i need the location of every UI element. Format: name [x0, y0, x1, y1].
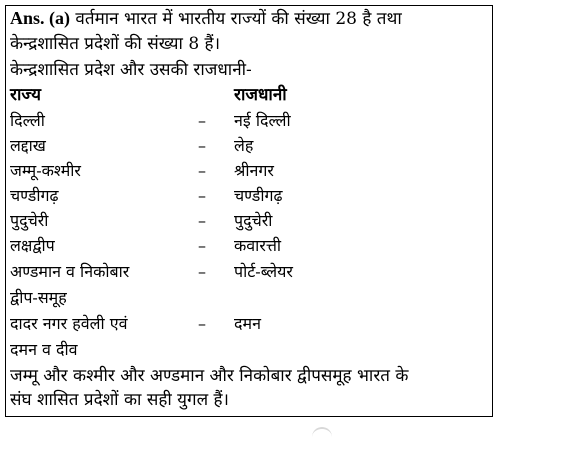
- row-dash: –: [198, 186, 206, 205]
- capital-name: दमन: [234, 314, 261, 333]
- state-name-continuation: द्वीप-समूह: [10, 288, 67, 307]
- row-dash: –: [198, 236, 206, 255]
- answer-text-1: वर्तमान भारत में भारतीय राज्यों की संख्या 28 है तथा: [75, 9, 402, 29]
- table-row-continuation: [6, 286, 492, 311]
- answer-box: [5, 5, 493, 417]
- table-row: [6, 134, 492, 159]
- table-row: [6, 312, 492, 337]
- capital-name: कवारत्ती: [234, 236, 282, 255]
- row-dash: –: [198, 136, 206, 155]
- state-name: लद्दाख: [10, 136, 46, 155]
- conclusion-line-1: जम्मू और कश्मीर और अण्डमान और निकोबार द्वीपसमूह भारत के: [10, 366, 409, 386]
- faint-arc-mark: [312, 427, 332, 439]
- table-row: [6, 184, 492, 209]
- answer-line-3: केन्द्रशासित प्रदेश और उसकी राजधानी-: [10, 60, 252, 80]
- state-name: दादर नगर हवेली एवं: [10, 314, 128, 333]
- table-row: [6, 209, 492, 234]
- capital-name: श्रीनगर: [234, 161, 274, 180]
- row-dash: –: [198, 211, 206, 230]
- state-name: लक्षद्वीप: [10, 236, 55, 255]
- row-dash: –: [198, 161, 206, 180]
- state-name-continuation: दमन व दीव: [10, 340, 78, 359]
- capital-name: चण्डीगढ़: [234, 186, 283, 205]
- capital-name: पोर्ट-ब्लेयर: [234, 262, 293, 281]
- capital-name: पुदुचेरी: [234, 211, 273, 230]
- table-row: [6, 234, 492, 259]
- table-row: [6, 260, 492, 285]
- state-name: पुदुचेरी: [10, 211, 49, 230]
- state-name: चण्डीगढ़: [10, 186, 59, 205]
- table-row: [6, 109, 492, 134]
- row-dash: –: [198, 111, 206, 130]
- capital-name: नई दिल्ली: [234, 111, 291, 130]
- answer-line-1: [10, 7, 402, 30]
- table-row-continuation: [6, 338, 492, 363]
- row-dash: –: [198, 314, 206, 333]
- state-name: अण्डमान व निकोबार: [10, 262, 130, 281]
- header-state: राज्य: [10, 85, 41, 105]
- state-name: जम्मू-कश्मीर: [10, 161, 81, 180]
- answer-line-2: केन्द्रशासित प्रदेशों की संख्या 8 हैं।: [10, 34, 221, 54]
- conclusion-line-2: संघ शासित प्रदेशों का सही युगल हैं।: [10, 390, 229, 410]
- table-header: [6, 83, 492, 108]
- row-dash: –: [198, 262, 206, 281]
- table-row: [6, 159, 492, 184]
- state-name: दिल्ली: [10, 111, 45, 130]
- capital-name: लेह: [234, 136, 254, 155]
- answer-label: Ans. (a): [10, 8, 71, 28]
- header-capital: राजधानी: [234, 85, 287, 105]
